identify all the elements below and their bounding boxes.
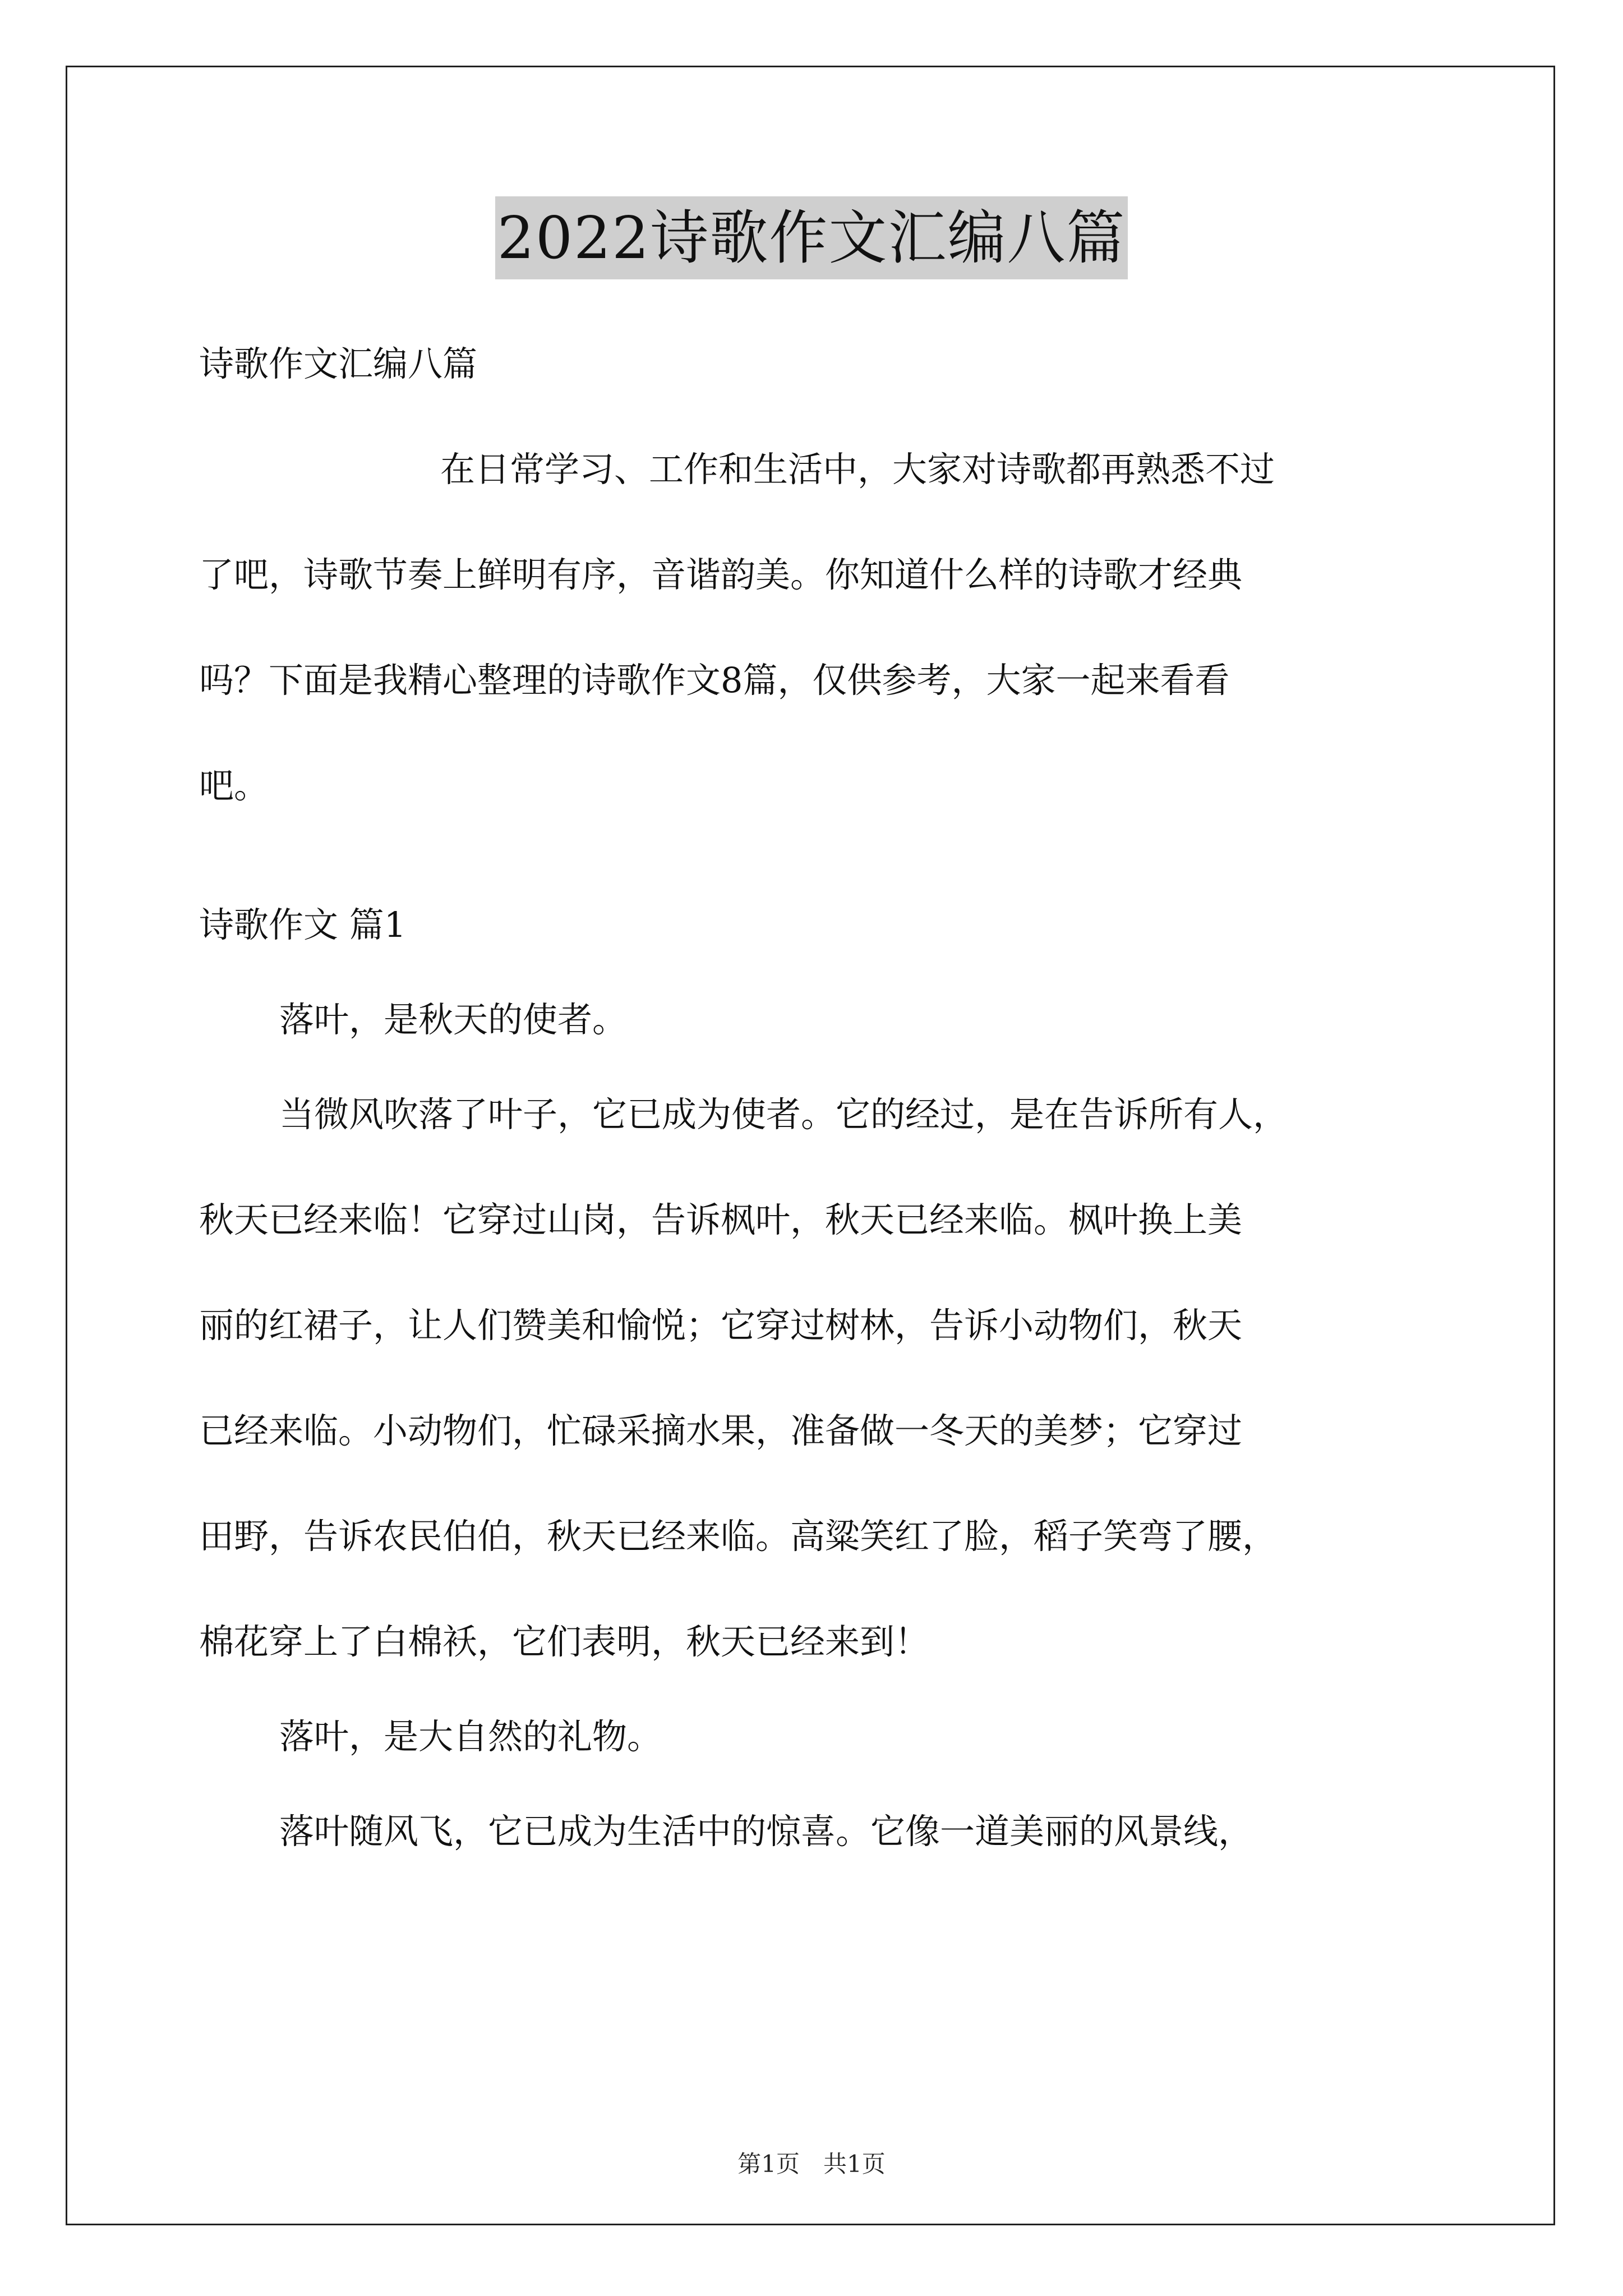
document-title: 2022诗歌作文汇编八篇 — [495, 196, 1128, 279]
body-line-3: 秋天已经来临！它穿过山岗，告诉枫叶，秋天已经来临。枫叶换上美 — [199, 1199, 1243, 1240]
body-line-4: 丽的红裙子，让人们赞美和愉悦；它穿过树林，告诉小动物们，秋天 — [199, 1305, 1243, 1346]
title-container — [0, 196, 1623, 279]
document-body — [199, 311, 1455, 1884]
body-line-6: 田野，告诉农民伯伯，秋天已经来临。高粱笑红了脸，稻子笑弯了腰， — [199, 1516, 1278, 1557]
intro-line-1: 在日常学习、工作和生活中，大家对诗歌都再熟悉不过 — [440, 449, 1275, 490]
section-heading: 诗歌作文 篇1 — [199, 904, 407, 945]
intro-line-2: 了吧，诗歌节奏上鲜明有序，音谐韵美。你知道什么样的诗歌才经典 — [199, 554, 1243, 595]
body-line-9: 落叶随风飞，它已成为生活中的惊喜。它像一道美丽的风景线， — [279, 1811, 1253, 1852]
intro-line-4: 吧。 — [199, 765, 269, 806]
document-subtitle: 诗歌作文汇编八篇 — [199, 343, 478, 384]
body-line-2: 当微风吹落了叶子，它已成为使者。它的经过，是在告诉所有人， — [279, 1094, 1288, 1135]
intro-line-3: 吗？下面是我精心整理的诗歌作文8篇，仅供参考，大家一起来看看 — [199, 660, 1230, 701]
body-line-8: 落叶，是大自然的礼物。 — [279, 1716, 662, 1757]
body-line-5: 已经来临。小动物们，忙碌采摘水果，准备做一冬天的美梦；它穿过 — [199, 1410, 1243, 1451]
section-spacer — [199, 839, 1455, 872]
body-line-7: 棉花穿上了白棉袄，它们表明，秋天已经来到！ — [199, 1621, 930, 1662]
body-line-1: 落叶，是秋天的使者。 — [279, 999, 628, 1040]
page-number-footer: 第1页 共1页 — [737, 2150, 886, 2178]
